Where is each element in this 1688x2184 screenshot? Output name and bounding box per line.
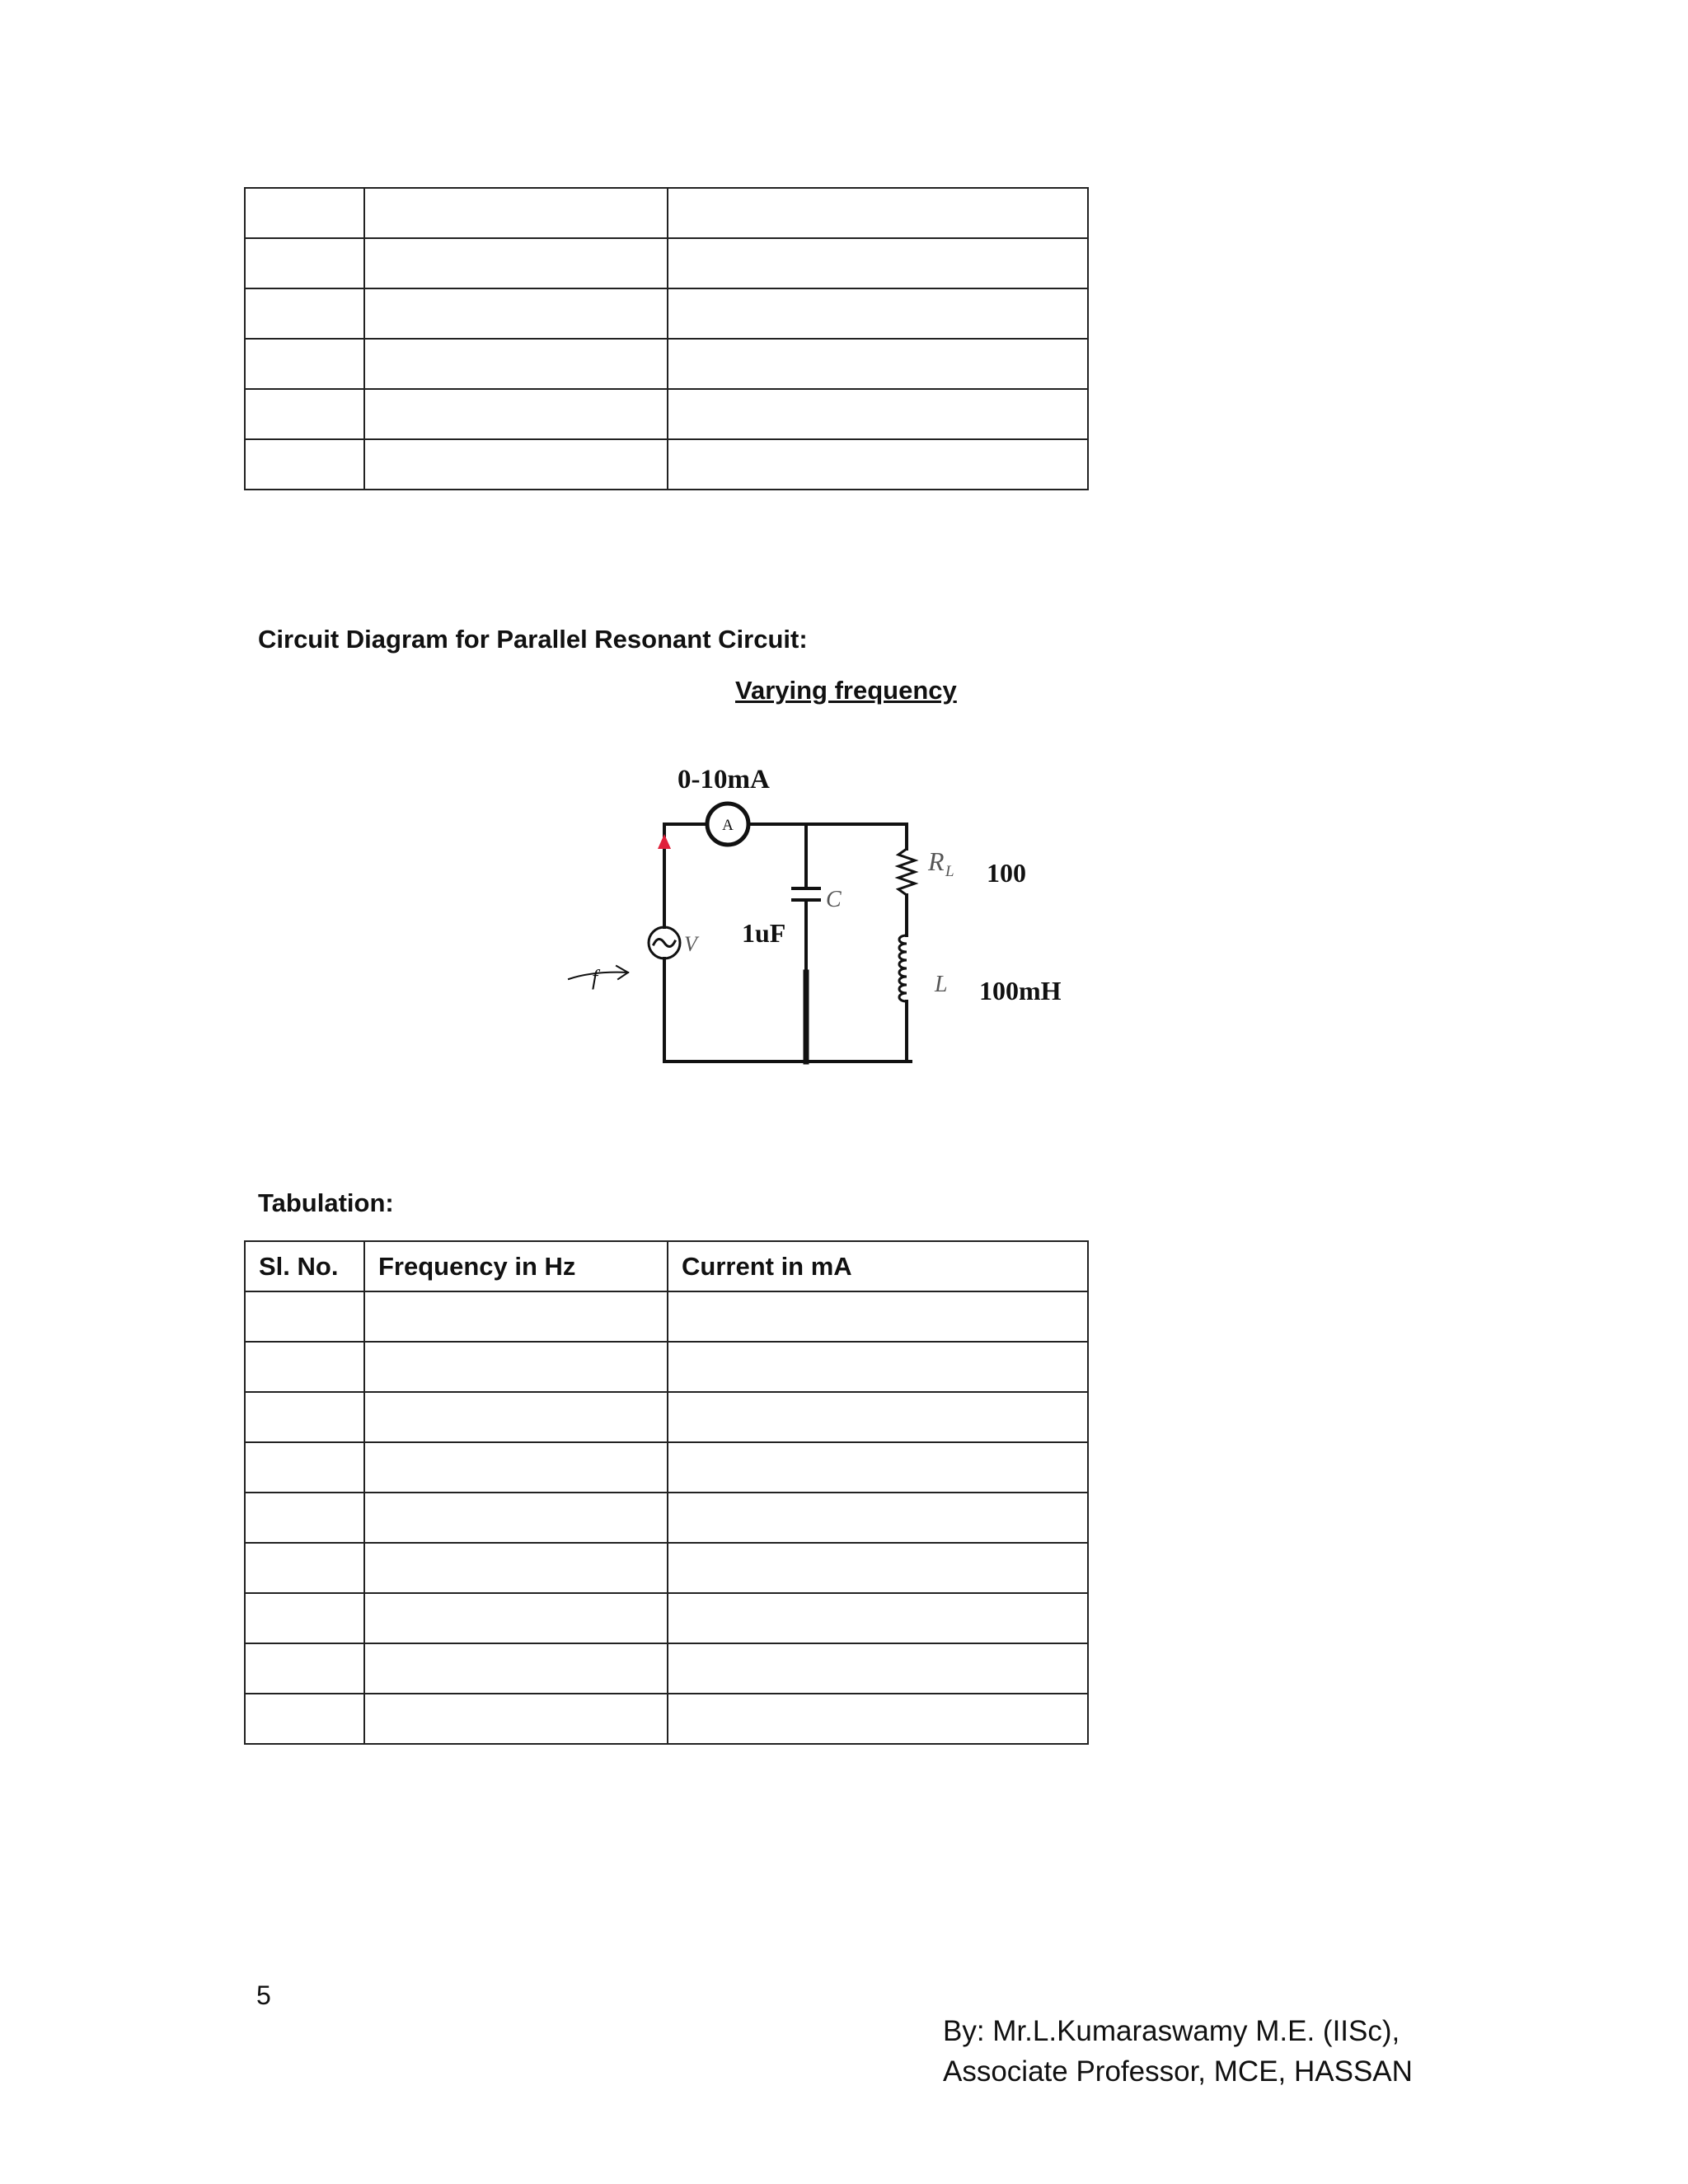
table-cell (364, 238, 668, 288)
sine-wave-icon (654, 939, 675, 946)
table-cell (245, 1291, 364, 1342)
current-arrow-icon (658, 834, 671, 849)
table-row (245, 1392, 1088, 1442)
table-cell (245, 1643, 364, 1694)
tabulation-table (244, 1240, 1089, 1745)
resistor-label: R (928, 846, 945, 876)
source-label: V (684, 932, 697, 956)
capacitor-value: 1uF (742, 918, 786, 948)
table-cell (245, 389, 364, 439)
table-cell (668, 188, 1088, 238)
table-row (245, 1493, 1088, 1543)
table-cell (245, 1342, 364, 1392)
table-cell (668, 1593, 1088, 1643)
table-cell (245, 1543, 364, 1593)
table-cell (245, 1442, 364, 1493)
table-cell (245, 238, 364, 288)
table-cell (364, 188, 668, 238)
table-cell (668, 1392, 1088, 1442)
capacitor-label: C (826, 887, 842, 912)
table-cell (668, 1493, 1088, 1543)
circuit-diagram-heading: Circuit Diagram for Parallel Resonant Circuit: (258, 625, 808, 654)
footer-affiliation-line: Associate Professor, MCE, HASSAN (943, 2055, 1413, 2088)
page-number: 5 (256, 1980, 271, 2010)
table-cell (364, 1643, 668, 1694)
table-cell (364, 439, 668, 490)
table-cell (668, 1291, 1088, 1342)
tabulation-heading: Tabulation: (258, 1188, 394, 1217)
table-cell (245, 1493, 364, 1543)
table-cell (668, 1442, 1088, 1493)
table-cell (245, 1593, 364, 1643)
source-handwritten-label: f (592, 966, 598, 990)
table-cell (364, 1342, 668, 1392)
table-cell (364, 288, 668, 339)
column-header-sl-no: Sl. No. (245, 1241, 364, 1291)
table-row (245, 1342, 1088, 1392)
table-cell (668, 439, 1088, 490)
table-row (245, 188, 1088, 238)
table-cell (668, 1342, 1088, 1392)
table-header-row (245, 1241, 1088, 1291)
table-cell (364, 389, 668, 439)
column-header-current: Current in mA (668, 1241, 1088, 1291)
table-cell (668, 1643, 1088, 1694)
inductor-coil (899, 935, 907, 1001)
table-cell (668, 288, 1088, 339)
table-cell (668, 238, 1088, 288)
table-row (245, 1694, 1088, 1744)
table-cell (364, 339, 668, 389)
resistor-value: 100 (987, 858, 1026, 888)
varying-frequency-subheading: Varying frequency (735, 676, 957, 705)
table-cell (245, 1392, 364, 1442)
ammeter-range-label: 0-10mA (678, 765, 770, 794)
empty-table-top (244, 187, 1089, 490)
ammeter-symbol: A (722, 817, 734, 834)
table-row (245, 1593, 1088, 1643)
table-row (245, 1643, 1088, 1694)
table-cell (668, 1543, 1088, 1593)
inductor-value: 100mH (979, 976, 1062, 1005)
table-cell (364, 1694, 668, 1744)
column-header-frequency: Frequency in Hz (364, 1241, 668, 1291)
table-row (245, 238, 1088, 288)
parallel-resonant-circuit-diagram (536, 750, 1129, 1080)
table-cell (245, 1694, 364, 1744)
table-cell (364, 1543, 668, 1593)
table-cell (668, 339, 1088, 389)
table-cell (364, 1442, 668, 1493)
table-cell (245, 288, 364, 339)
table-row (245, 439, 1088, 490)
table-cell (364, 1593, 668, 1643)
inductor-label: L (935, 972, 948, 997)
table-row (245, 1291, 1088, 1342)
table-cell (364, 1291, 668, 1342)
table-cell (668, 1694, 1088, 1744)
table-row (245, 1442, 1088, 1493)
table-row (245, 339, 1088, 389)
table-cell (668, 389, 1088, 439)
table-cell (245, 439, 364, 490)
table-row (245, 389, 1088, 439)
table-cell (245, 339, 364, 389)
table-row (245, 1543, 1088, 1593)
table-row (245, 288, 1088, 339)
footer-author-line: By: Mr.L.Kumaraswamy M.E. (IISc), (943, 2015, 1400, 2047)
table-cell (245, 188, 364, 238)
table-cell (364, 1493, 668, 1543)
table-cell (364, 1392, 668, 1442)
resistor-rl (898, 849, 915, 895)
resistor-subscript: L (945, 863, 954, 880)
